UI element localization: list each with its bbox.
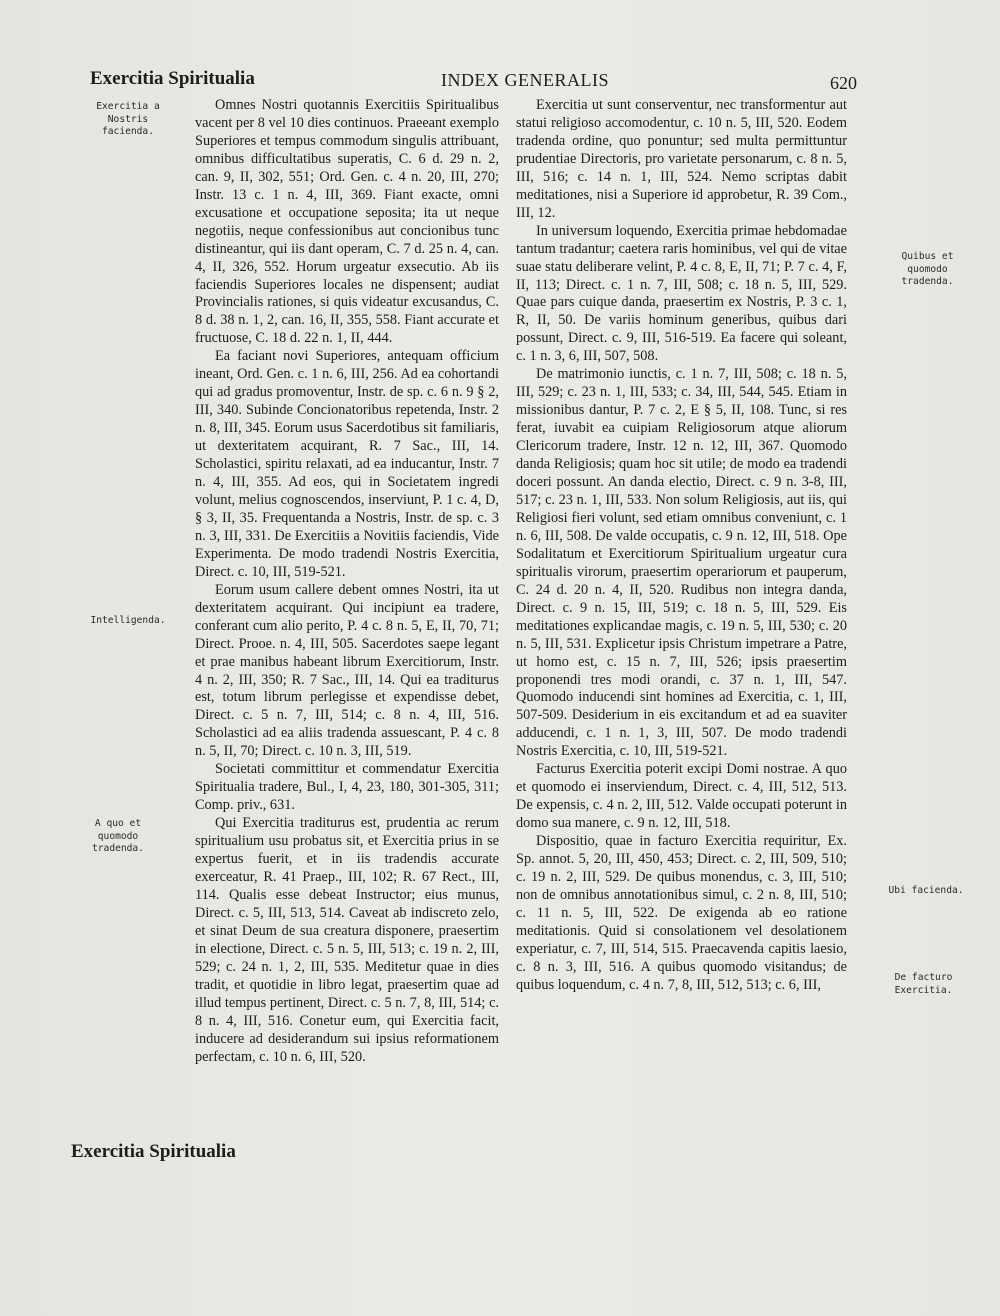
paragraph: Facturus Exercitia poterit excipi Domi nostrae. A quo et quomodo ei inserviendum, Direct. c. 4, III, 512, 513. De expensis, c. 4 n. 2, III, 512. Valde occupati poterunt in domo sua manere, c. 9 n. 12, III, 518. [516,761,847,832]
paragraph: Exercitia ut sunt conserventur, nec transformentur aut statui religioso accomodentur, c. 10 n. 5, III, 520. Eodem tradenda ordine, quo ponuntur; sed multa permittuntur prudentiae Directoris, pro varietate personarum, c. 8 n. 5, III, 516; c. 14 n. 1, III, 524. Nemo scriptas dabit meditationes, nisi a Superiore id approbetur, R. 39 Com., III, 12. [516,97,847,221]
paragraph: Omnes Nostri quotannis Exercitiis Spiritualibus vacent per 8 vel 10 dies continuos. Praeeant exemplo Superiores et tempus commodum singulis attribuant, omnibus difficultatibus superatis, C. 6 d. 29 n. 2, can. 9, II, 302, 551; Ord. Gen. c. 4 n. 20, III, 270; Instr. 13 c. 1 n. 4, III, 369. Fiant exacte, omni excusatione et occupatione seposita; ita ut neque negotiis, neque confessionibus aut concionibus tunc distineantur, qui iis dant operam, C. 7 d. 25 n. 4, can. 4, II, 326, 552. Horum urgeatur exsecutio. Ab iis faciendis Superiores locales ne dispensent; audiat Provincialis rationes, si quis videatur excusandus, C. 8 d. 38 n. 1, 2, can. 16, II, 355, 558. Fiant accurate et fructuose, C. 18 d. 22 n. 1, II, 444. [195,97,499,347]
paragraph: De matrimonio iunctis, c. 1 n. 7, III, 508; c. 18 n. 5, III, 529; c. 23 n. 1, III, 533; c. 34, III, 544, 545. Etiam in missionibus dantur, P. 7 c. 2, E § 5, II, 108. Tunc, si res ferat, iuvabit ea cuipiam Religiosorum atque aliorum Clericorum tradere, Instr. 12 n. 12, III, 367. Quomodo danda Religiosis; quam hoc sit utile; de modo ea tradendi doceri possunt. An danda electio, Direct. c. 9 n. 3-8, III, 517; c. 23 n. 1, III, 533. Non solum Religiosis, aut iis, qui Religiosi fieri volunt, sed etiam omnibus conveniunt, c. 1 n. 6, III, 508. De valde occupatis, c. 9 n. 12, III, 518. Ope Sodalitatum et Exercitiorum Spiritualium urgeatur cura spiritualis virorum, praesertim operariorum et pauperum, C. 24 d. 20 n. 4, II, 520. Rudibus non integra danda, Direct. c. 9 n. 15, III, 519; c. 18 n. 5, III, 529. Eis meditationes explicandae magis, c. 19 n. 5, III, 530; c. 20 n. 5, III, 531. Explicetur ipsis Christum impetrare a Patre, ut homo est, c. 15 n. 7, III, 526; ipsis praesertim proponendi tres modi orandi, c. 37 n. 1, III, 547. Quomodo inducendi sint homines ad Exercitia, c. 1, III, 507-509. Desiderium in eis excitandum et ad ea suaviter adducendi, c. 1 n. 1, 3, III, 507. De modo tradendi Nostris Exercitia, c. 10, III, 519-521. [516,366,847,760]
footer-section-title: Exercitia Spiritualia [71,1141,236,1162]
page-number: 620 [830,73,857,93]
paragraph: Societati committitur et commendatur Exercitia Spiritualia tradere, Bul., I, 4, 23, 180, 301-305, 311; Comp. priv., 631. [195,761,499,814]
margin-note-left-facienda: Exercitia a Nostris facienda. [96,101,160,137]
right-column [516,97,847,995]
margin-note-right-facturo: De facturo Exercitia. [894,972,953,996]
margin-note-left-intelligenda: Intelligenda. [90,615,166,626]
paragraph: Ea faciant novi Superiores, antequam officium ineant, Ord. Gen. c. 1 n. 6, III, 256. Ad ea cohortandi qui ad gradus promoventur, Instr. de sp. c. 6 n. 9 § 2, III, 340. Subinde Concionatoribus repetenda, Instr. 2 n. 8, III, 345. Eorum usus Sacerdotibus sit familiaris, ut dexteritatem acquirant, R. 7 Sac., III, 14. Scholastici, spiritu relaxati, ad ea inducantur, Instr. 7 n. 4, III, 355. Ad eos, qui in Societatem ingredi volunt, melius cognoscendos, inserviunt, P. 1 c. 4, D, § 3, II, 35. Frequentanda a Nostris, Instr. de sp. c. 3 n. 3, III, 331. De Exercitiis a Novitiis faciendis, Vide Experimenta. De modo tradendi Nostris Exercitia, Direct. c. 10, III, 519-521. [195,348,499,580]
margin-note-left-tradenda: A quo et quomodo tradenda. [92,818,144,854]
paragraph: In universum loquendo, Exercitia primae hebdomadae tantum tradantur; caetera raris hominibus, vel qui de vitae suae statu deliberare velint, P. 4 c. 8, E, II, 71; P. 7 c. 4, F, II, 113; Direct. c. 1 n. 7, III, 508; c. 18 n. 5, III, 529. Quae pars cuique danda, praesertim ex Nostris, P. 3 c. 1, R, II, 50. De variis hominum generibus, quibus dari possunt, Direct. c. 9, III, 516-519. Ea facere qui soleant, c. 1 n. 3, 6, III, 507, 508. [516,222,847,365]
left-column [195,97,499,1066]
margin-note-right-quibus: Quibus et quomodo tradenda. [901,251,954,287]
margin-note-right-ubi: Ubi facienda. [888,885,964,896]
paragraph: Qui Exercitia traditurus est, prudentia ac rerum spiritualium usu probatus sit, et Exercitia prius in se expertus fuerit, et in iis tradendis accurate exerceatur, R. 41 Praep., III, 102; R. 67 Rect., III, 114. Qualis esse debeat Instructor; eius munus, Direct. c. 5, III, 513, 514. Caveat ab indiscreto zelo, et sinat Deum de sua creatura disponere, praesertim in electione, Direct. c. 5 n. 5, III, 513; c. 19 n. 2, III, 529; c. 24 n. 1, 2, III, 535. Meditetur quae in dies tradit, et quotidie in libro legat, praesertim quae ad illud tempus pertinent, Direct. c. 5 n. 7, 8, III, 514; c. 8 n. 4, III, 516. Conetur eum, qui Exercitia facit, inducere ad desiderandum sui ipsius reformationem perfectam, c. 10 n. 6, III, 520. [195,815,499,1065]
header-left-title: Exercitia Spiritualia [90,68,255,89]
paragraph: Eorum usum callere debent omnes Nostri, ita ut dexteritatem acquirant. Qui incipiunt ea tradere, conferant cum alio perito, P. 4 c. 8 n. 5, E, II, 70, 71; Direct. Prooe. n. 4, III, 505. Sacerdotes saepe legant et prae manibus habeant librum Exercitiorum, Instr. 4 n. 2, III, 350; R. 7 Sac., III, 14. Qui ea traditurus est, totum librum perlegisse et expendisse debet, Direct. c. 5 n. 7, III, 514; c. 8 n. 4, III, 516. Scholastici ad ea aliis tradenda assuescant, P. 4 c. 8 n. 5, II, 70; Direct. c. 10 n. 3, III, 519. [195,581,499,760]
header-center-title: INDEX GENERALIS [441,70,609,90]
paragraph: Dispositio, quae in facturo Exercitia requiritur, Ex. Sp. annot. 5, 20, III, 450, 453; Direct. c. 2, III, 509, 510; c. 19 n. 2, III, 529. De quibus monendus, c. 3, III, 510; non de omnibus annotationibus simul, c. 2 n. 8, III, 510; c. 11 n. 5, III, 522. De exigenda ab eo ratione meditationis. Quid si consolationem vel desolationem experiatur, c. 7, III, 514, 515. Praecavenda capitis laesio, c. 8 n. 3, III, 516. A quibus quomodo visitandus; de quibus loquendum, c. 4 n. 7, 8, III, 512, 513; c. 6, III, [516,833,847,993]
